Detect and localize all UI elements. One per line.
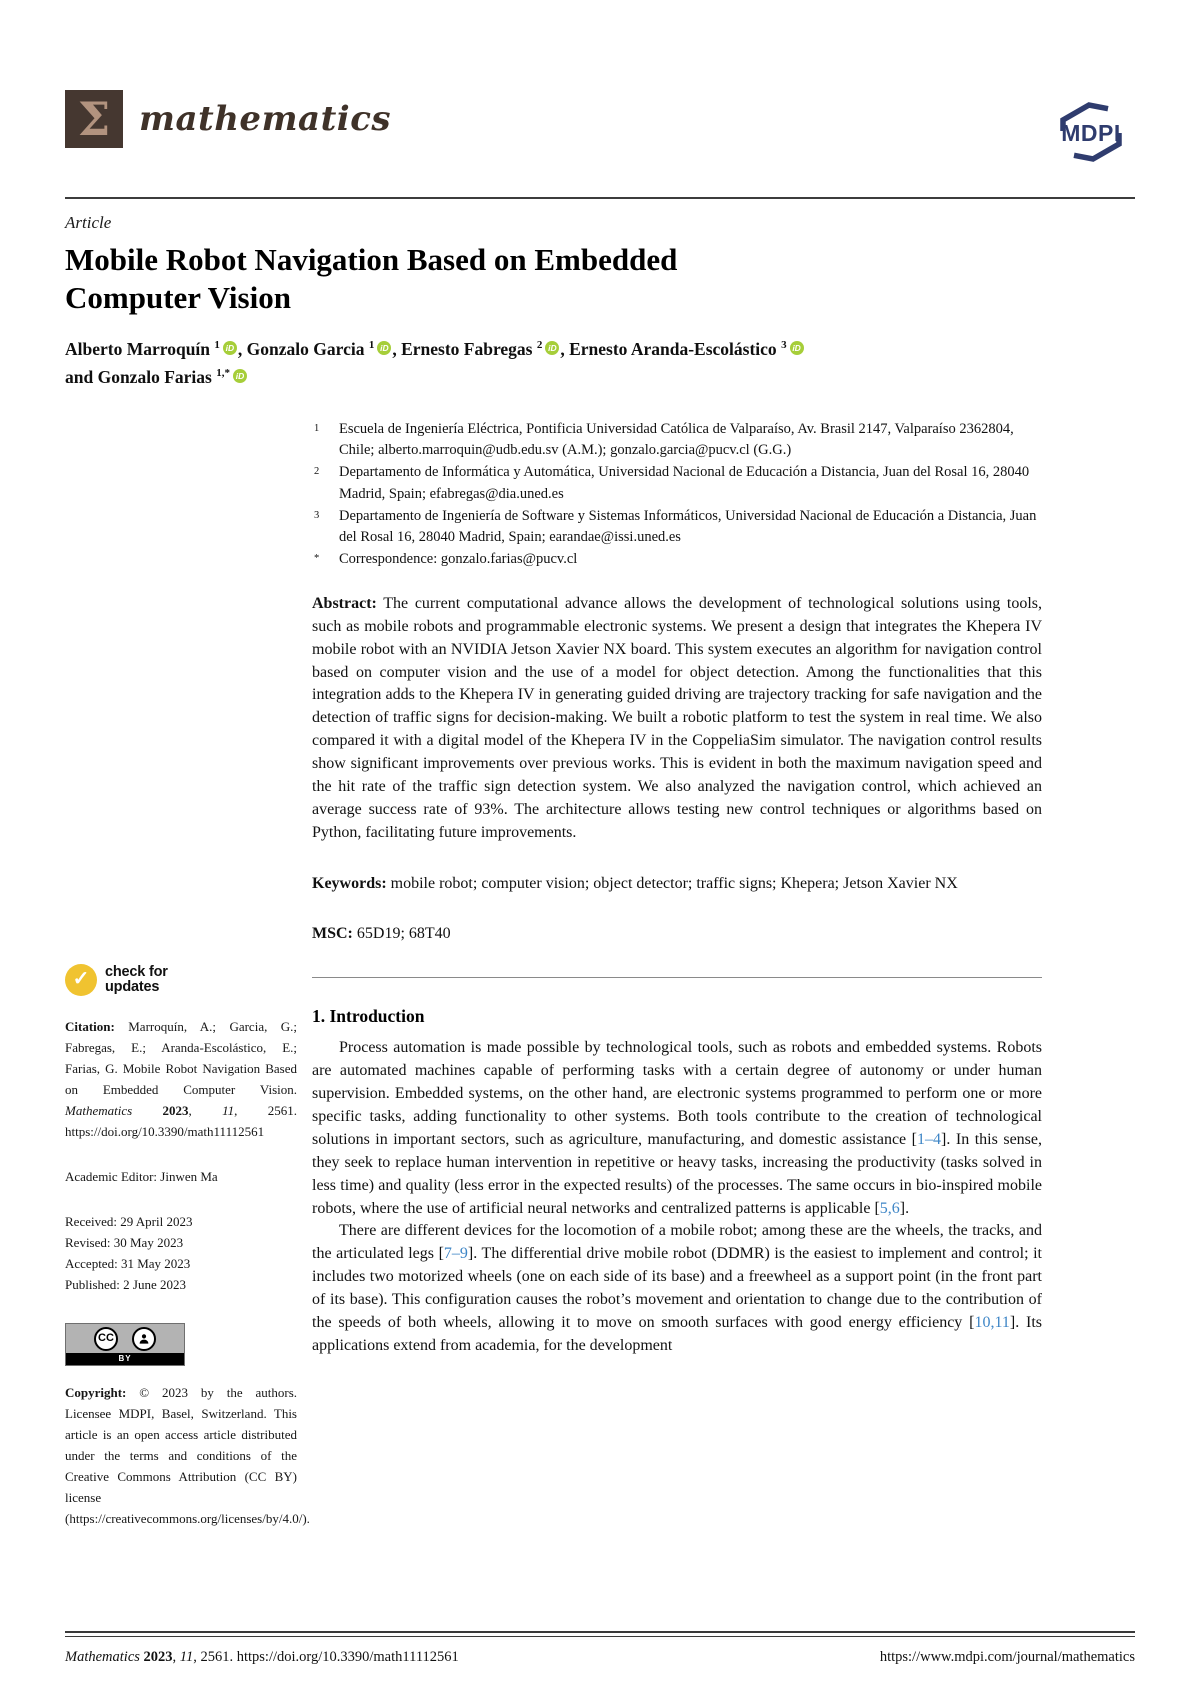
article-type-label: Article — [65, 213, 112, 232]
author-affil-sup: 3 — [781, 338, 787, 351]
sigma-logo-icon: Σ — [65, 90, 123, 148]
reference-link[interactable]: 5,6 — [879, 1199, 900, 1217]
correspondence-mark: * — [314, 553, 320, 565]
header-rule — [65, 197, 1135, 199]
citation-block: Citation: Marroquín, A.; Garcia, G.; Fabregas, E.; Aranda-Escolástico, E.; Farias, G. Mobile Robot Navigation Based on Embedded Computer Vision. Mathematics 2023, 11, 2561. https://doi.org/10.3390/math11112561 — [65, 1018, 298, 1139]
keywords-label: Keywords: — [312, 874, 387, 892]
author-affil-sup: 2 — [536, 338, 543, 351]
check-icon — [65, 964, 97, 996]
section-heading-introduction: 1. Introduction — [312, 1006, 425, 1027]
author — [65, 367, 248, 387]
received-date: Received: 29 April 2023 — [65, 1213, 193, 1229]
author-name: Gonzalo Garcia — [246, 338, 365, 359]
author-separator: , — [560, 338, 570, 359]
abstract-label: Abstract: — [312, 594, 377, 612]
orcid-icon[interactable] — [790, 341, 804, 355]
article-dates — [65, 1211, 297, 1295]
cc-by-label: BY — [66, 1353, 184, 1365]
author — [65, 339, 247, 359]
correspondence-text: Correspondence: gonzalo.farias@pucv.cl — [339, 551, 578, 568]
footer-citation: Mathematics 2023, 11, 2561. https://doi.org/10.3390/math11112561 — [65, 1649, 459, 1665]
mdpi-logo-icon — [1047, 100, 1135, 169]
section-divider — [312, 977, 1042, 978]
check-for-updates-badge[interactable] — [65, 964, 297, 996]
footer-rule — [65, 1631, 1135, 1637]
abstract — [312, 593, 1042, 845]
published-date: Published: 2 June 2023 — [65, 1277, 186, 1293]
keywords-text: mobile robot; computer vision; object detector; traffic signs; Khepera; Jetson Xavier NX — [386, 874, 958, 892]
orcid-icon[interactable] — [377, 341, 391, 355]
main-column — [312, 419, 1042, 1543]
academic-editor: Academic Editor: Jinwen Ma — [65, 1168, 218, 1184]
author-name: Alberto Marroquín — [65, 338, 211, 359]
affiliation — [312, 506, 1042, 550]
author-separator: , — [392, 338, 402, 359]
affiliation-number: 1 — [314, 422, 320, 434]
affiliation-number: 2 — [314, 466, 320, 478]
abstract-text: The current computational advance allows the development of technological solutions using tools, such as mobile robots and programmable electronic systems. We present a design that integrates the Khepera IV mobile robot with an NVIDIA Jetson Xavier NX board. This system executes an algorithm for navigation control based on computer vision and the use of a model for object detection. Among the functionalities that this integration adds to the Khepera IV in generating guided driving are trajectory tracking for safe navigation and the detection of traffic signs for decision-making. We built a robotic platform to test the system in real time. We also compared it with a digital model of the Khepera IV in the CoppeliaSim simulator. The navigation control results show significant improvements over previous works. This is evident in both the maximum navigation speed and the hit rate of the traffic sign detection system. We also analyzed the navigation control, which achieved an average success rate of 93%. The architecture allows testing new control techniques or algorithms based on Python, facilitating future improvements. — [312, 594, 1042, 841]
mdpi-logo-text: MDPI — [1061, 120, 1121, 146]
orcid-icon[interactable] — [233, 369, 247, 383]
journal-logo — [65, 90, 391, 148]
keywords — [312, 873, 1042, 896]
intro-paragraph-2: There are different devices for the locomotion of a mobile robot; among these are the wheels, the tracks, and the articulated legs [7–9]. The differential drive mobile robot (DDMR) is the easiest to implement and control; it includes two motorized wheels (one on each side of its base) and a freewheel as a support point (in the front part of its base). This configuration causes the robot’s movement and orientation to change due to the contribution of the speeds of both wheels, allowing it to move on smooth surfaces with good energy efficiency [10,11]. Its applications extend from academia, for the development — [312, 1222, 1042, 1354]
affiliation — [312, 462, 1042, 506]
masthead — [65, 0, 1135, 169]
author-affil-sup: 1,* — [216, 366, 230, 379]
author — [569, 339, 804, 359]
intro-paragraph-1: Process automation is made possible by technological tools, such as robots and embedded systems. Robots are automated machines capable of performing tasks with a certain degree of autonomy or under human supervision. Embedded systems, on the other hand, are electronic systems programmed to perform one or more specific tasks, adding functionality to other systems. Both tools contribute to the creation of technological solutions in important sectors, such as agriculture, manufacturing, and domestic assistance [1–4]. In this sense, they seek to replace human intervention in repetitive or heavy tasks, increasing the productivity (tasks solved in less time) and quality (less error in the expected results) of the processes. The same occurs in bio-inspired mobile robots, where the use of artificial neural networks and centralized patterns is applicable [5,6]. — [312, 1039, 1043, 1217]
author — [401, 339, 569, 359]
author-affil-sup: 1 — [214, 338, 220, 351]
journal-name: mathematics — [139, 99, 392, 139]
affiliation-text: Escuela de Ingeniería Eléctrica, Pontificia Universidad Católica de Valparaíso, Av. Brasil 2147, Valparaíso 2362804, Chile; alberto.marroquin@udb.edu.sv (A.M.); gonzalo.garcia@pucv.cl (G.G.) — [339, 420, 1014, 459]
page-footer — [65, 1631, 1135, 1666]
affiliation-text: Departamento de Ingeniería de Software y Sistemas Informáticos, Universidad Nacional de Educación a Distancia, Juan del Rosal 16, 28040 Madrid, Spain; earandae@issi.uned.es — [339, 507, 1037, 546]
affiliation-list — [312, 419, 1042, 571]
copyright-notice: Copyright: © 2023 by the authors. Licensee MDPI, Basel, Switzerland. This article is an open access article distributed under the terms and conditions of the Creative Commons Attribution (CC BY) license (https://creativecommons.org/licenses/by/4.0/). — [65, 1385, 310, 1527]
author-line-2 — [65, 363, 1135, 391]
reference-link[interactable]: 7–9 — [443, 1245, 468, 1263]
author-line-1 — [65, 335, 1135, 363]
affiliation-text: Departamento de Informática y Automática, Universidad Nacional de Educación a Distancia, Juan del Rosal 16, 28040 Madrid, Spain; efabregas@dia.uned.es — [339, 464, 1030, 502]
author-affil-sup: 1 — [368, 338, 375, 351]
correspondence — [312, 549, 1042, 571]
cc-by-license-badge[interactable] — [65, 1323, 185, 1366]
cc-icon: CC — [94, 1327, 118, 1351]
orcid-icon[interactable] — [545, 341, 559, 355]
author-separator: , — [237, 338, 247, 359]
affiliation-number: 3 — [314, 509, 320, 521]
reference-link[interactable]: 1–4 — [917, 1130, 942, 1148]
revised-date: Revised: 30 May 2023 — [65, 1235, 184, 1250]
cc-by-person-icon — [132, 1327, 156, 1351]
msc-text: 65D19; 68T40 — [352, 925, 451, 943]
msc-label: MSC: — [312, 925, 353, 943]
page-title: Mobile Robot Navigation Based on Embedded Computer Vision — [65, 242, 678, 315]
footer-journal-url: https://www.mdpi.com/journal/mathematics — [879, 1649, 1135, 1665]
check-badge-label: check for updates — [105, 963, 168, 995]
author — [247, 339, 401, 359]
orcid-icon[interactable] — [223, 341, 237, 355]
accepted-date: Accepted: 31 May 2023 — [65, 1256, 191, 1272]
author-name: and Gonzalo Farias — [65, 366, 212, 387]
msc-codes — [312, 925, 1042, 943]
author-name: Ernesto Aranda-Escolástico — [569, 338, 777, 359]
affiliation — [312, 419, 1042, 463]
author-name: Ernesto Fabregas — [401, 338, 533, 359]
author-list — [65, 335, 1135, 391]
left-sidebar — [65, 419, 310, 1543]
reference-link[interactable]: 10,11 — [974, 1313, 1010, 1331]
